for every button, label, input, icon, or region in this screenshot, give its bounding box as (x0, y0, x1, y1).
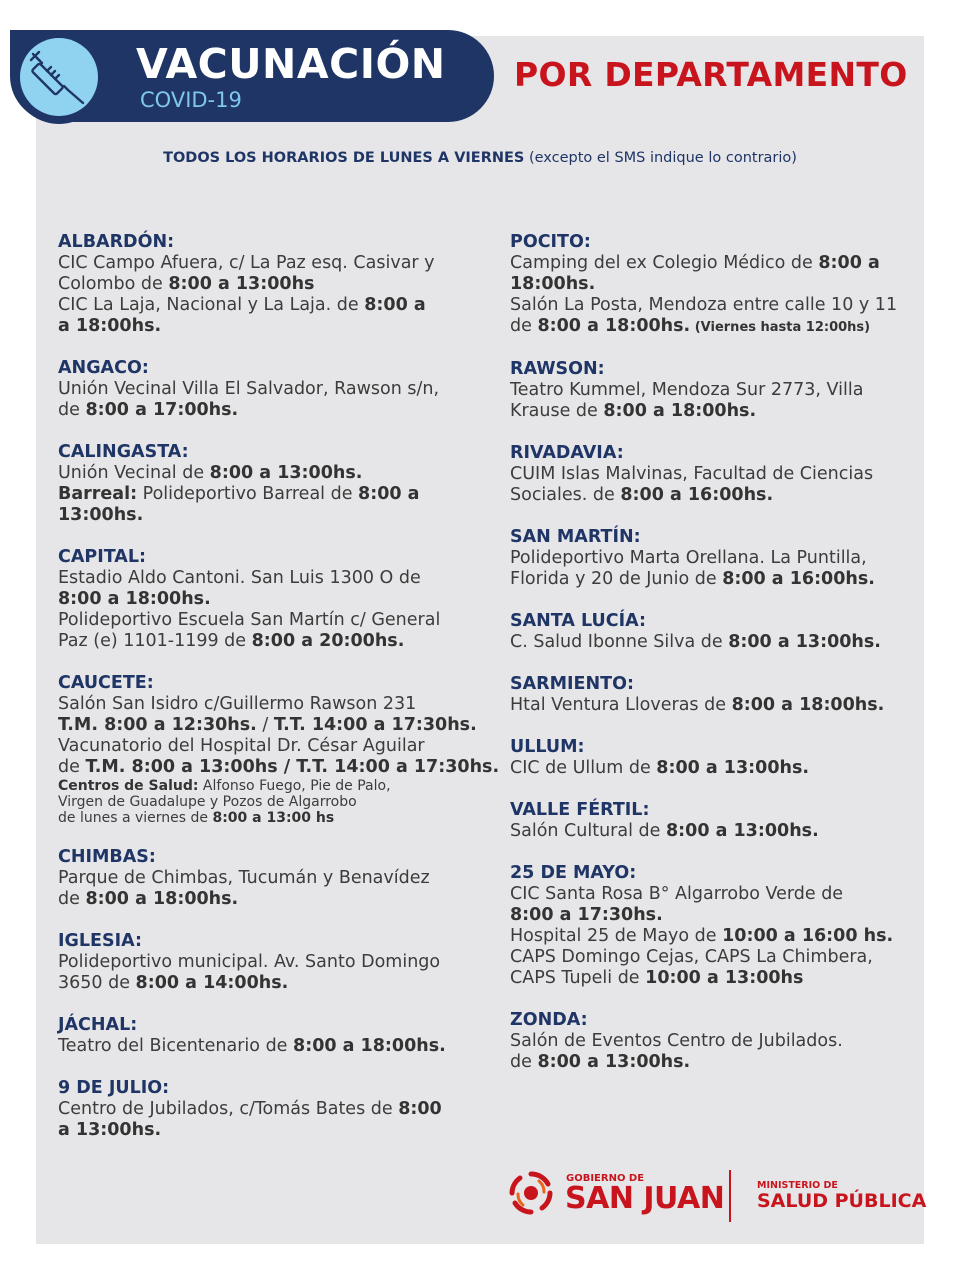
schedule-time: a 18:00hs. (58, 316, 162, 336)
schedule-line (58, 631, 478, 652)
department-entry (58, 1078, 478, 1141)
schedule-text: CIC Campo Afuera, c/ La Paz esq. Casivar y (58, 253, 435, 273)
schedule-text: Krause de (510, 401, 604, 421)
schedule-text: CAPS Domingo Cejas, CAPS La Chimbera, (510, 947, 873, 967)
department-entry (510, 863, 910, 989)
schedule-line (510, 295, 910, 316)
schedule-time: T.M. 8:00 a 13:00hs / T.T. 14:00 a 17:30hs. (85, 757, 500, 777)
gov-label-small: GOBIERNO DE (566, 1173, 645, 1184)
schedule-text: Polideportivo Barreal de (137, 484, 359, 504)
schedule-text: Salón San Isidro c/Guillermo Rawson 231 (58, 694, 417, 714)
page-subtitle: COVID-19 (140, 88, 242, 112)
department-entry (510, 674, 910, 716)
schedule-time: Barreal: (58, 484, 138, 504)
ministry-label-big: SALUD PÚBLICA (757, 1190, 927, 1212)
schedule-line (510, 380, 910, 401)
schedule-line (510, 485, 910, 506)
schedule-text: Paz (e) 1101-1199 de (58, 631, 252, 651)
schedule-text: CIC La Laja, Nacional y La Laja. de (58, 295, 365, 315)
schedule-text: Sociales. de (510, 485, 621, 505)
schedule-text: de (58, 757, 86, 777)
schedule-line (58, 889, 478, 910)
schedule-text: Estadio Aldo Cantoni. San Luis 1300 O de (58, 568, 421, 588)
schedule-time: a 13:00hs. (58, 1120, 162, 1140)
schedule-line (510, 274, 910, 295)
schedule-line (58, 973, 478, 994)
schedule-text: de (510, 1052, 538, 1072)
schedule-text: Polideportivo Marta Orellana. La Puntilla, (510, 548, 867, 568)
schedule-text: Salón La Posta, Mendoza entre calle 10 y 11 (510, 295, 898, 315)
schedule-line (510, 821, 910, 842)
schedule-text: / (256, 715, 274, 735)
schedule-time: 8:00 a 20:00hs. (251, 631, 405, 651)
schedule-line (58, 484, 478, 505)
schedule-time: T.T. 14:00 a 17:30hs. (273, 715, 477, 735)
schedule-line (58, 778, 478, 794)
schedule-line (58, 379, 478, 400)
schedule-line (510, 401, 910, 422)
schedule-line (510, 758, 910, 779)
schedule-text: CAPS Tupeli de (510, 968, 646, 988)
schedule-time: 18:00hs. (510, 274, 596, 294)
schedule-line (510, 1052, 910, 1073)
schedule-text: de (58, 889, 86, 909)
schedule-text: Salón Cultural de (510, 821, 666, 841)
schedule-text: Centro de Jubilados, c/Tomás Bates de (58, 1099, 399, 1119)
schedule-time: 8:00 a 16:00hs. (722, 569, 875, 589)
schedule-time: 8:00 a 17:30hs. (510, 905, 663, 925)
department-entry (58, 358, 478, 421)
schedule-line (510, 884, 910, 905)
schedule-line (510, 695, 910, 716)
schedule-line (58, 400, 478, 421)
schedule-time: 8:00 a (364, 295, 426, 315)
left-column (58, 232, 500, 1162)
schedule-time: 8:00 a 18:00hs. (537, 316, 691, 336)
schedule-line (58, 463, 478, 484)
schedule-line (510, 926, 910, 947)
schedule-text: Hospital 25 de Mayo de (510, 926, 723, 946)
schedule-line (510, 548, 910, 569)
schedule-line (58, 694, 478, 715)
schedule-time: 8:00 a 18:00hs. (293, 1036, 446, 1056)
schedule-line (510, 253, 910, 274)
schedule-time: 8:00 a 13:00 hs (212, 810, 335, 826)
schedule-line (510, 947, 910, 968)
schedule-line (58, 810, 478, 826)
schedule-text: CIC Santa Rosa B° Algarrobo Verde de (510, 884, 844, 904)
gov-label-big: SAN JUAN (565, 1181, 725, 1216)
schedule-line (510, 1031, 910, 1052)
department-name: 25 DE MAYO: (510, 863, 637, 883)
schedule-time: 8:00 a 16:00hs. (620, 485, 774, 505)
department-entry (510, 800, 910, 842)
schedule-text: Colombo de (58, 274, 169, 294)
right-column (510, 232, 910, 1094)
ministry-label-small: MINISTERIO DE (757, 1180, 838, 1191)
page-title: VACUNACIÓN (136, 40, 446, 88)
schedule-text: Vacunatorio del Hospital Dr. César Aguilar (58, 736, 425, 756)
department-name: CAPITAL: (58, 547, 146, 567)
department-name: JÁCHAL: (58, 1015, 138, 1035)
section-title: POR DEPARTAMENTO (514, 55, 908, 94)
schedule-time: 8:00 a 13:00hs. (728, 632, 881, 652)
schedule-note-text: (excepto el SMS indique lo contrario) (524, 150, 797, 166)
department-entry (510, 232, 910, 338)
schedule-line (58, 568, 478, 589)
department-entry (510, 527, 910, 590)
schedule-line (58, 610, 478, 631)
schedule-text: de (58, 400, 86, 420)
department-entry (58, 547, 478, 652)
schedule-time: T.M. 8:00 a 12:30hs. (58, 715, 257, 735)
department-name: RAWSON: (510, 359, 605, 379)
schedule-line (58, 868, 478, 889)
schedule-text: Teatro Kummel, Mendoza Sur 2773, Villa (510, 380, 864, 400)
schedule-text: C. Salud Ibonne Silva de (510, 632, 729, 652)
schedule-text: Htal Ventura Lloveras de (510, 695, 732, 715)
schedule-time: 8:00 a 13:00hs (168, 274, 315, 294)
department-entry (510, 1010, 910, 1073)
department-entry (58, 847, 478, 910)
department-name: VALLE FÉRTIL: (510, 800, 650, 820)
schedule-time: 8:00 a 18:00hs. (731, 695, 885, 715)
schedule-line (58, 253, 478, 274)
department-entry (58, 931, 478, 994)
schedule-time: 10:00 a 13:00hs (645, 968, 804, 988)
department-name: CALINGASTA: (58, 442, 189, 462)
schedule-text: Salón de Eventos Centro de Jubilados. (510, 1031, 843, 1051)
schedule-time: 8:00 a 14:00hs. (135, 973, 289, 993)
schedule-text: 3650 de (58, 973, 136, 993)
department-name: IGLESIA: (58, 931, 142, 951)
schedule-time: 8:00 a (358, 484, 420, 504)
schedule-text: CUIM Islas Malvinas, Facultad de Ciencias (510, 464, 874, 484)
schedule-line (58, 952, 478, 973)
schedule-text: Alfonso Fuego, Pie de Palo, (198, 778, 391, 794)
schedule-text: Parque de Chimbas, Tucumán y Benavídez (58, 868, 430, 888)
schedule-line (58, 736, 478, 757)
schedule-line (58, 1036, 478, 1057)
schedule-line (58, 794, 478, 810)
department-name: ANGACO: (58, 358, 149, 378)
schedule-time: 8:00 a (818, 253, 880, 273)
schedule-line (510, 316, 910, 338)
department-name: SARMIENTO: (510, 674, 634, 694)
schedule-line (58, 1099, 478, 1120)
schedule-time: 8:00 a 13:00hs. (537, 1052, 691, 1072)
department-entry (58, 1015, 478, 1057)
schedule-line (58, 715, 478, 736)
schedule-text: de (510, 316, 538, 336)
schedule-text: Teatro del Bicentenario de (58, 1036, 294, 1056)
schedule-line (510, 905, 910, 926)
schedule-text: Virgen de Guadalupe y Pozos de Algarrobo (58, 794, 357, 810)
schedule-text: Polideportivo municipal. Av. Santo Domingo (58, 952, 441, 972)
department-name: CAUCETE: (58, 673, 154, 693)
schedule-time: 8:00 a 18:00hs. (603, 401, 757, 421)
schedule-line (58, 589, 478, 610)
schedule-text: CIC de Ullum de (510, 758, 657, 778)
schedule-time: 13:00hs. (58, 505, 144, 525)
department-name: SANTA LUCÍA: (510, 611, 646, 631)
department-entry (510, 359, 910, 422)
department-entry (510, 443, 910, 506)
schedule-time: 8:00 a 18:00hs. (85, 889, 239, 909)
schedule-time: 8:00 a 13:00hs. (209, 463, 363, 483)
schedule-text: de lunes a viernes de (58, 810, 213, 826)
schedule-line (510, 632, 910, 653)
schedule-text: Unión Vecinal de (58, 463, 210, 483)
footer-divider (729, 1170, 731, 1222)
san-juan-sun-logo-icon (506, 1168, 556, 1218)
department-name: 9 DE JULIO: (58, 1078, 170, 1098)
schedule-line (58, 295, 478, 316)
schedule-time: 8:00 (398, 1099, 442, 1119)
schedule-text: Unión Vecinal Villa El Salvador, Rawson s/n, (58, 379, 440, 399)
schedule-time: 8:00 a 18:00hs. (58, 589, 211, 609)
department-name: ALBARDÓN: (58, 232, 175, 252)
department-name: ZONDA: (510, 1010, 588, 1030)
schedule-note (0, 150, 960, 166)
schedule-time: 10:00 a 16:00 hs. (722, 926, 894, 946)
schedule-time: (Viernes hasta 12:00hs) (690, 320, 871, 335)
schedule-time: 8:00 a 17:00hs. (85, 400, 239, 420)
department-name: POCITO: (510, 232, 591, 252)
schedule-note-bold: TODOS LOS HORARIOS DE LUNES A VIERNES (163, 150, 525, 166)
schedule-line (58, 274, 478, 295)
department-name: CHIMBAS: (58, 847, 156, 867)
syringe-icon (20, 38, 98, 116)
department-entry (58, 673, 500, 826)
schedule-time: 8:00 a 13:00hs. (656, 758, 810, 778)
schedule-line (510, 464, 910, 485)
schedule-text: Polideportivo Escuela San Martín c/ General (58, 610, 441, 630)
schedule-time: Centros de Salud: (58, 778, 199, 794)
department-entry (510, 611, 910, 653)
department-name: ULLUM: (510, 737, 585, 757)
schedule-line (58, 1120, 478, 1141)
schedule-line (510, 968, 910, 989)
department-entry (58, 232, 478, 337)
schedule-text: Camping del ex Colegio Médico de (510, 253, 819, 273)
schedule-time: 8:00 a 13:00hs. (665, 821, 819, 841)
schedule-text: Florida y 20 de Junio de (510, 569, 723, 589)
schedule-line (58, 316, 478, 337)
schedule-line (58, 757, 500, 778)
department-entry (58, 442, 478, 526)
department-entry (510, 737, 910, 779)
department-name: SAN MARTÍN: (510, 527, 641, 547)
department-name: RIVADAVIA: (510, 443, 624, 463)
schedule-line (510, 569, 910, 590)
schedule-line (58, 505, 478, 526)
